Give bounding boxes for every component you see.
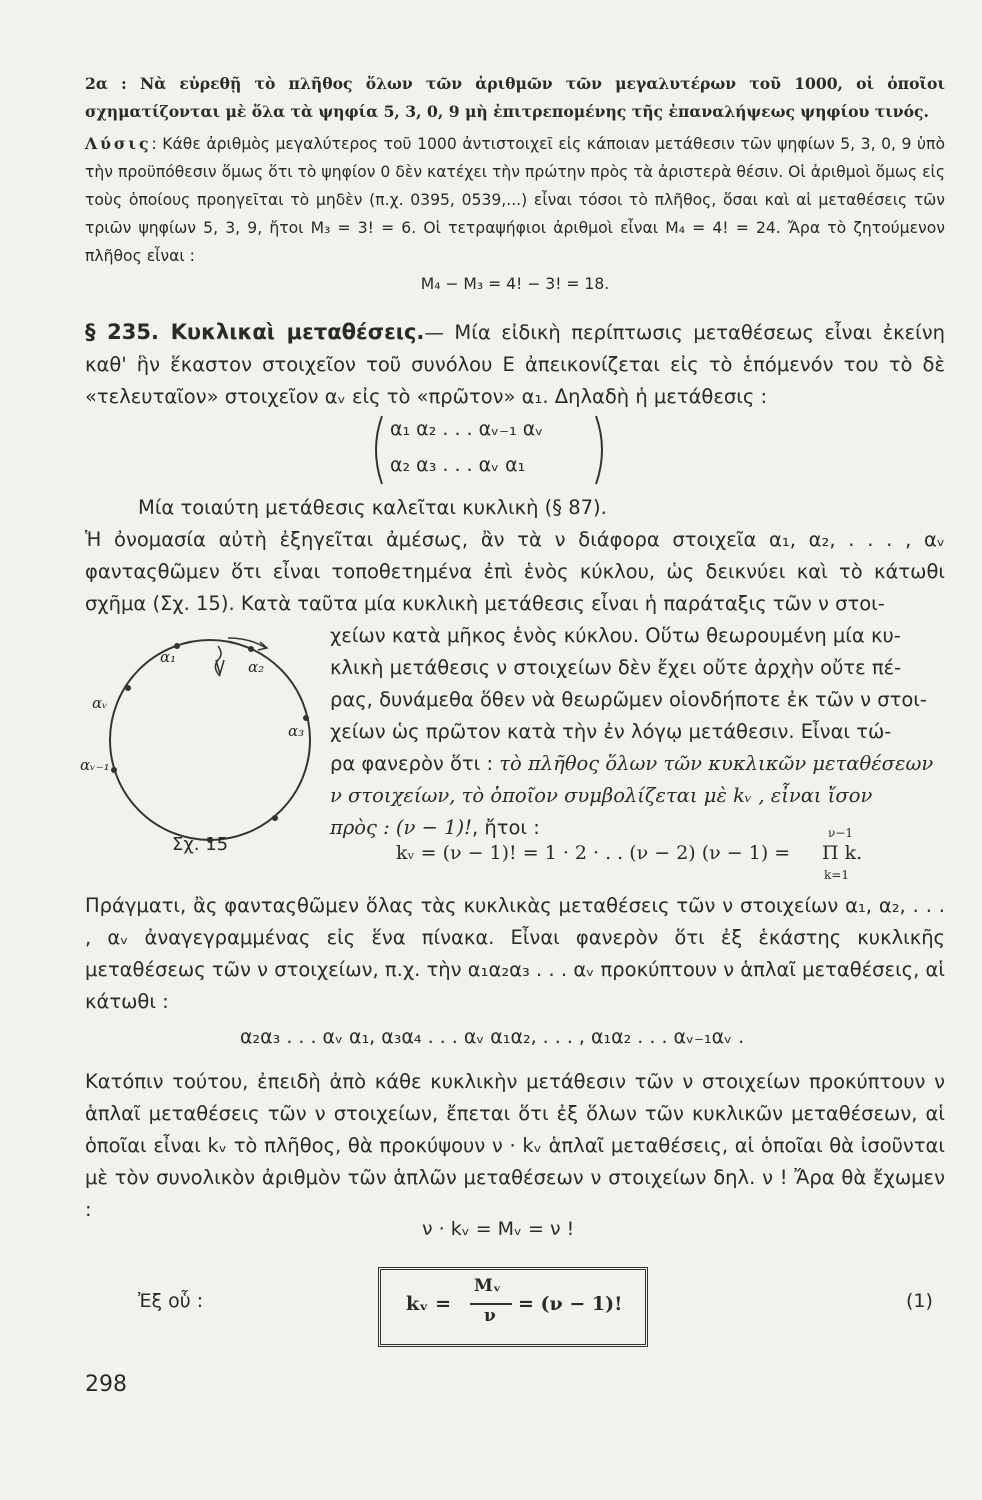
boxed-numerator: Mᵥ [474,1276,502,1296]
label-a1: α₁ [160,648,177,666]
solution-text: : Κάθε ἀριθμὸς μεγαλύτερος τοῦ 1000 ἀντιστοιχεῖ εἰς κάποιαν μετάθεσιν τῶν ψηφίων 5, 3, 0, 9 ὑπὸ τὴν προϋπόθεσιν ὅμως ὅτι τὸ ψηφίον 0 δὲν κατέχει τὴν πρώτην πρὸς τὰ ἀριστερὰ θέσιν. Οἱ ἀριθμοὶ ὅμως εἰς τοὺς ὁποίους προηγεῖται τὸ μηδὲν (π.χ. 0395, 0539,...) εἶναι τόσοι τὸ πλῆθος, ὅσαι καὶ αἱ μεταθέσεις τῶν τριῶν ψηφίων 5, 3, 9, ἤτοι M₃ = 3! = 6. Οἱ τετραψήφιοι ἀριθμοὶ εἶναι M₄ = 4! = 24. Ἄρα τὸ ζητούμενον πλῆθος εἶναι : [85,135,945,265]
page-number: 298 [85,1372,127,1397]
wrap-line-3: ρας, δυνάμεθα ὅθεν νὰ θεωρῶμεν οἱονδήποτε ἐκ τῶν ν στοι- [330,688,927,711]
label-av-1: αᵥ₋₁ [80,756,110,774]
whence-label: Ἐξ οὗ : [138,1290,204,1312]
figure-15 [80,628,340,868]
product-upper: ν−1 [828,826,853,840]
name-explanation: Ἡ ὀνομασία αὐτὴ ἐξηγεῖται ἀμέσως, ἂν τὰ ν διάφορα στοιχεῖα α₁, α₂, . . . , αᵥ φανταςθῶμεν ὅτι εἶναι τοποθετημένα ἐπὶ ἑνὸς κύκλου, ὡς δεικνύει καὶ τὸ κάτωθι σχῆμα (Σχ. 15). Κατὰ ταῦτα μία κυκλικὴ μετάθεσις εἶναι ἡ παράταξις τῶν ν στοι- [85,528,945,615]
para-then: Κατόπιν τούτου, ἐπειδὴ ἀπὸ κάθε κυκλικὴν μετάθεσιν τῶν ν στοιχείων προκύπτουν ν ἁπλαῖ μεταθέσεις τῶν ν στοιχείων, ἔπεται ὅτι ἐξ ὅλων τῶν κυκλικῶν μεταθέσεων, αἱ ὁποῖαι εἶναι kᵥ τὸ πλῆθος, θὰ προκύψουν ν · kᵥ ἁπλαῖ μεταθέσεις, αἱ ὁποῖαι θὰ ἰσοῦνται μὲ τὸν συνολικὸν ἀριθμὸν τῶν ἁπλῶν μεταθέσεων ν στοιχείων δηλ. ν ! Ἄρα θὰ ἔχωμεν : [85,1070,945,1221]
cyclic-definition: Μία τοιαύτη μετάθεσις καλεῖται κυκλικὴ (§ 87). [138,496,607,519]
solution-label: Λύσις [85,134,152,153]
section-intro-text: — Μία εἰδικὴ περίπτωσις μεταθέσεως εἶναι ἐκείνη καθ' ἣν ἕκαστον στοιχεῖον τοῦ συνόλου Ε ἀπεικονίζεται εἰς τὸ ἑπόμενόν του τὸ δὲ «τελευταῖον» στοιχεῖον αᵥ εἰς τὸ «πρῶτον» α₁. Δηλαδὴ ἡ μετάθεσις : [85,321,945,408]
boxed-rhs: = (ν − 1)! [518,1293,623,1315]
matrix-row-1: α₁ α₂ . . . αᵥ₋₁ αᵥ [390,418,544,440]
theorem-part-2: ν στοιχείων, τὸ ὁποῖον συμβολίζεται μὲ kᵥ , εἶναι ἴσον [330,784,873,807]
theorem-part-1: τὸ πλῆθος ὅλων τῶν κυκλικῶν μεταθέσεων [499,752,934,775]
product-symbol: Π k. [822,842,863,864]
perm-list: α₂α₃ . . . αᵥ α₁, α₃α₄ . . . αᵥ α₁α₂, . . . , α₁α₂ . . . αᵥ₋₁αᵥ . [240,1026,745,1048]
wrap-line-4: χείων ὡς πρῶτον κατὰ τὴν ἐν λόγῳ μετάθεσιν. Εἶναι τώ- [330,720,892,743]
figure-caption: Σχ. 15 [172,834,229,855]
cycle-diagram [100,628,340,868]
theorem-tail: , ἤτοι : [471,816,540,839]
boxed-denominator: ν [484,1306,496,1326]
para-indeed: Πράγματι, ἂς φανταςθῶμεν ὅλας τὰς κυκλικὰς μεταθέσεις τῶν ν στοιχείων α₁, α₂, . . . , αᵥ ἀναγεγραμμένας εἰς ἕνα πίνακα. Εἶναι φανερὸν ὅτι ἐξ ἑκάστης κυκλικῆς μεταθέσεως τῶν ν στοιχείων, π.χ. τὴν α₁α₂α₃ . . . αᵥ προκύπτουν ν ἁπλαῖ μεταθέσεις, αἱ κάτωθι : [85,894,945,1013]
product-lower: k=1 [824,868,849,882]
problem-result: M₄ − M₃ = 4! − 3! = 18. [420,275,610,293]
fraction-bar [470,1303,512,1305]
wrapped-text [330,620,945,844]
solution-paragraph [85,130,945,270]
section-intro [85,316,945,413]
formula-kv: kᵥ = (ν − 1)! = 1 · 2 · . . (ν − 2) (ν − 1) = [396,842,791,864]
label-av: αᵥ [92,694,108,712]
label-a2: α₂ [248,658,265,676]
wrap-line-5 [330,748,945,780]
problem-statement: 2α : Νὰ εὑρεθῇ τὸ πλῆθος ὅλων τῶν ἀριθμῶν τῶν μεγαλυτέρων τοῦ 1000, οἱ ὁποῖοι σχηματίζονται μὲ ὅλα τὰ ψηφία 5, 3, 0, 9 μὴ ἐπιτρεπομένης τῆς ἐπαναλήψεως ψηφίου τινός. [85,74,945,121]
wrap-line-1: χείων κατὰ μῆκος ἑνὸς κύκλου. Οὕτω θεωρουμένη μία κυ- [330,624,901,647]
wrap-line-2: κλικὴ μετάθεσις ν στοιχείων δὲν ἔχει οὔτε ἀρχὴν οὔτε πέ- [330,656,902,679]
label-a3: α₃ [288,722,305,740]
eq-nk: ν · kᵥ = Mᵥ = ν ! [422,1218,575,1240]
section-title: § 235. Κυκλικαὶ μεταθέσεις. [85,320,425,344]
permutation-matrix [368,410,638,490]
theorem-part-3: πρὸς : (ν − 1)! [330,816,472,839]
boxed-lhs: kᵥ = [406,1293,452,1315]
equation-number: (1) [906,1290,933,1312]
matrix-row-2: α₂ α₃ . . . αᵥ α₁ [390,454,526,476]
wrap-line-5-text: ρα φανερὸν ὅτι : [330,752,494,775]
